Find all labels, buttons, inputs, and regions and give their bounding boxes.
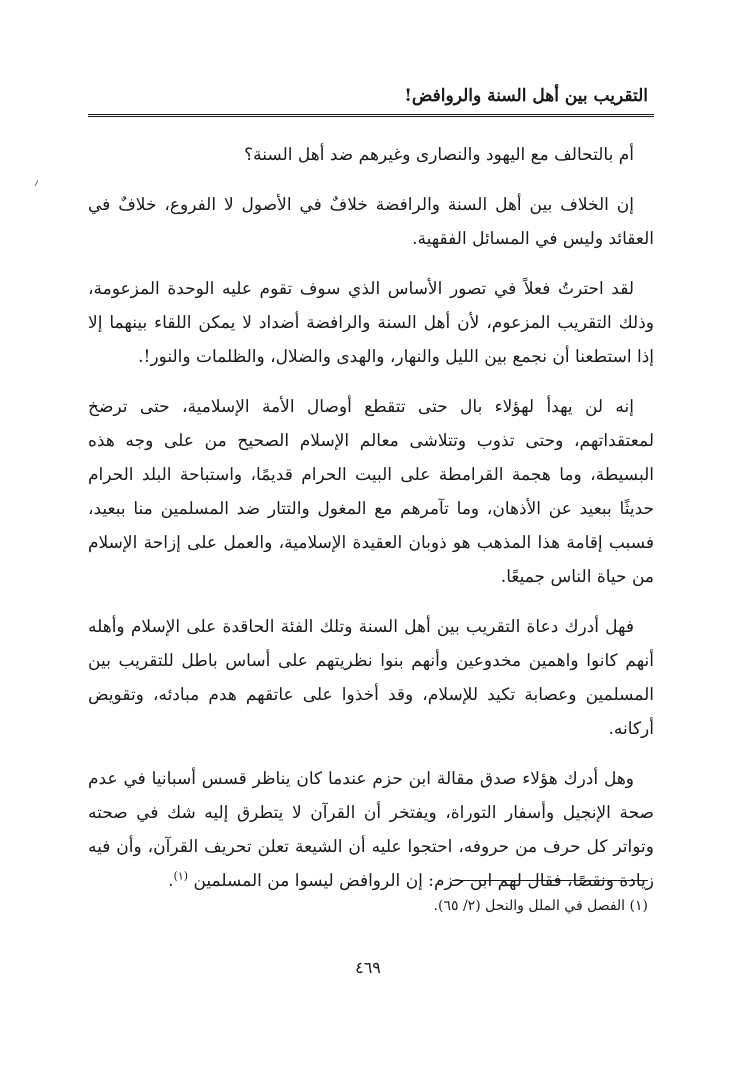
paragraph-6 bbox=[88, 762, 654, 898]
paragraph-6-end: . bbox=[168, 871, 174, 891]
footnote: (١) الفصل في الملل والنحل (٢/ ٦٥). bbox=[433, 898, 648, 914]
header-rule bbox=[88, 114, 654, 117]
paragraph-3: لقد احترتُ فعلاً في تصور الأساس الذي سوف تقوم عليه الوحدة المزعومة، وذلك التقريب المزعوم، لأن أهل السنة والرافضة أضداد لا يمكن اللقاء بينهما إلا إذا استطعنا أن نجمع بين الليل والنهار، والهدى والضلال، والظلمات والنور!. bbox=[88, 279, 654, 367]
paragraph-5: فهل أدرك دعاة التقريب بين أهل السنة وتلك الفئة الحاقدة على الإسلام وأهله أنهم كانوا واهمين مخدوعين وأنهم بنوا نظريتهم على أساس باطل للتقريب بين المسلمين وعصابة تكيد للإسلام، وقد أخذوا على عاتقهم هدم مبادئه، وتقويض أركانه. bbox=[88, 617, 654, 739]
running-header: التقريب بين أهل السنة والروافض! bbox=[404, 86, 648, 106]
page-number: ٤٦٩ bbox=[355, 958, 381, 977]
paragraph-2: إن الخلاف بين أهل السنة والرافضة خلافٌ في الأصول لا الفروع، خلافٌ في العقائد وليس في المسائل الفقهية. bbox=[88, 195, 654, 249]
paragraph-4: إنه لن يهدأ لهؤلاء بال حتى تتقطع أوصال الأمة الإسلامية، حتى ترضخ لمعتقداتهم، وحتى تذوب وتتلاشى معالم الإسلام الصحيح من على وجه هذه البسيطة، وما هجمة القرامطة على البيت الحرام قديمًا، واستباحة البلد الحرام حديثًا ببعيد عن الأذهان، وما تآمرهم مع المغول والتتار ضد المسلمين منا ببعيد، فسبب إقامة هذا المذهب هو ذوبان العقيدة الإسلامية، والعمل على إزاحة الإسلام من حياة الناس جميعًا. bbox=[88, 397, 654, 587]
footnote-rule bbox=[452, 880, 648, 881]
stray-mark bbox=[35, 180, 38, 186]
body-text bbox=[88, 138, 654, 914]
paragraph-1: أم بالتحالف مع اليهود والنصارى وغيرهم ضد أهل السنة؟ bbox=[244, 145, 634, 165]
paragraph-6-text: وهل أدرك هؤلاء صدق مقالة ابن حزم عندما كان يناظر قسس أسبانيا في عدم صحة الإنجيل وأسفار التوراة، ويفتخر أن القرآن لا يتطرق إليه شك في صحته وتواتر كل حرف من حروفه، احتجوا عليه أن الشيعة تعلن تحريف القرآن، وأن فيه زيادة ونقصًا، فقال لهم ابن حزم: إن الروافض ليسوا من المسلمين bbox=[88, 769, 654, 891]
footnote-reference: (١) bbox=[173, 869, 189, 883]
